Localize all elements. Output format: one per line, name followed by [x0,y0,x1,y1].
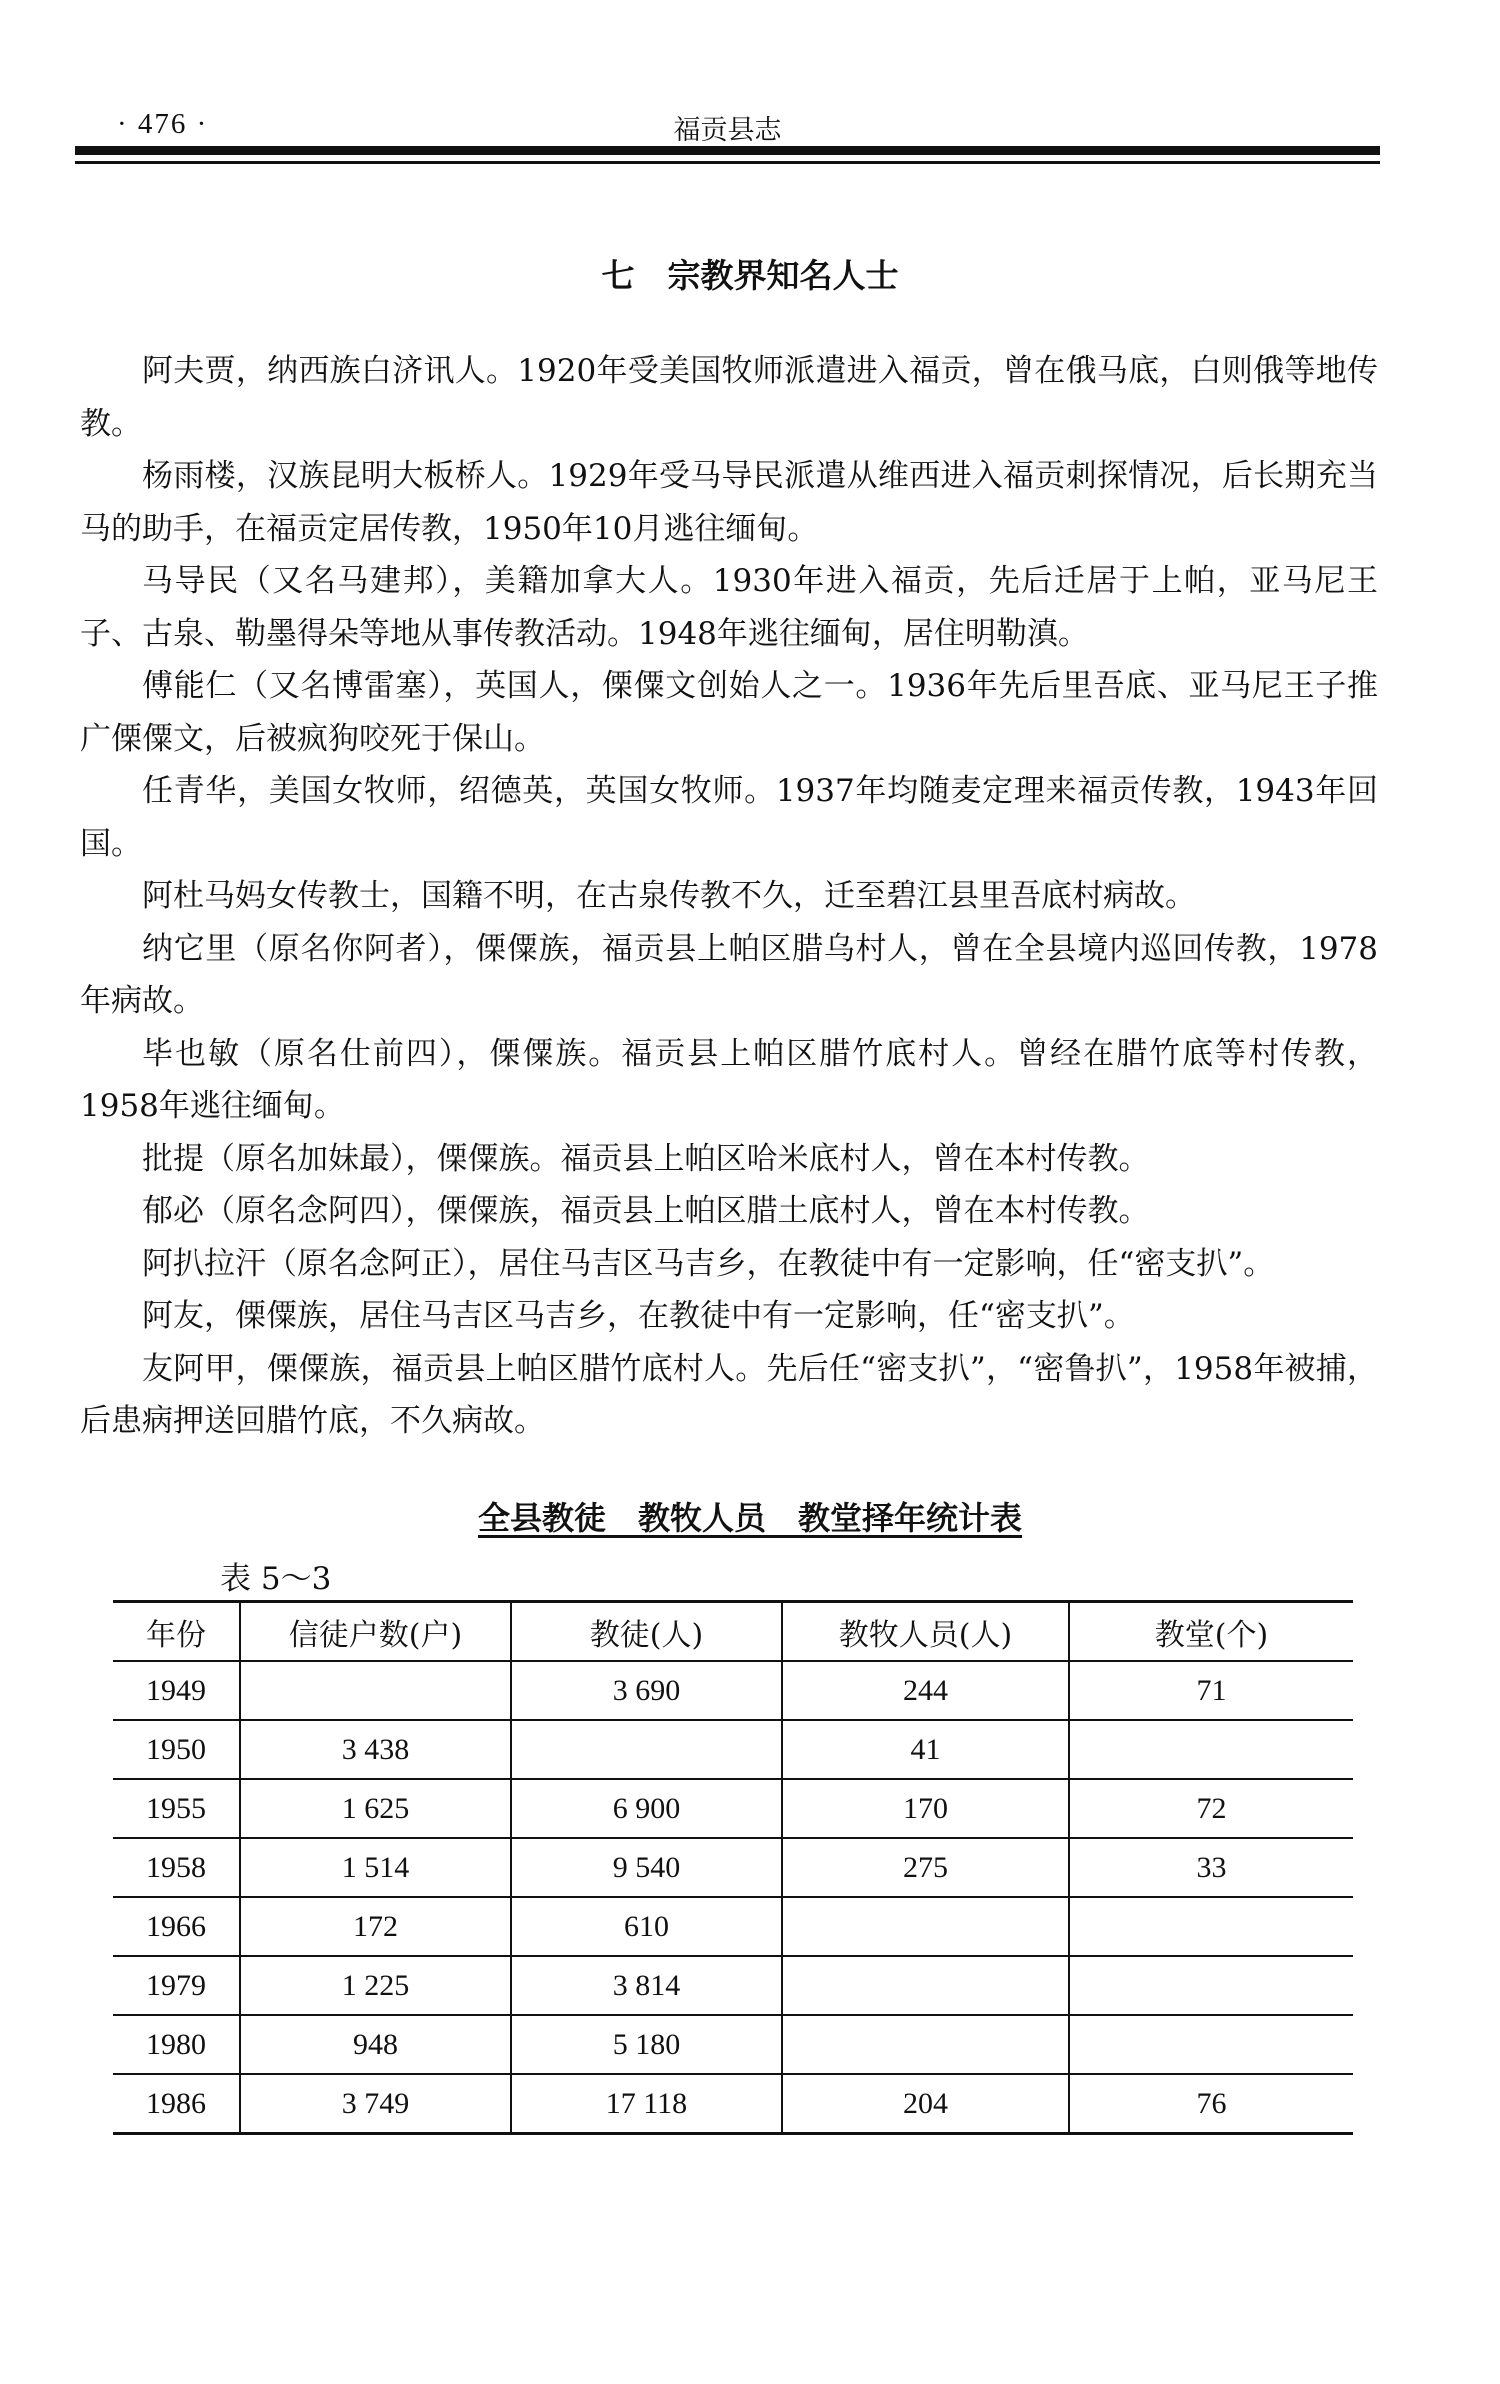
paragraph: 纳它里（原名你阿者），傈僳族，福贡县上帕区腊乌村人，曾在全县境内巡回传教，1978年病故。 [80,930,1378,1019]
cell-churches [1069,1956,1353,2015]
table-id: 表 5～3 [220,1561,332,1597]
table-body [113,1661,1353,2134]
cell-households: 1 225 [240,1956,511,2015]
cell-households [240,1661,511,1720]
table-row [113,1956,1353,2015]
cell-churches [1069,1720,1353,1779]
cell-year: 1955 [146,1791,206,1825]
cell-clergy [782,1897,1069,1956]
cell-believers: 6 900 [511,1779,782,1838]
cell-clergy [782,1956,1069,2015]
cell-clergy: 204 [782,2074,1069,2134]
cell-households: 1 514 [240,1838,511,1897]
paragraph: 批提（原名加妹最），傈僳族。福贡县上帕区哈米底村人，曾在本村传教。 [142,1140,1150,1177]
paragraph: 友阿甲，傈僳族，福贡县上帕区腊竹底村人。先后任“密支扒”，“密鲁扒”，1958年被捕，后患病押送回腊竹底，不久病故。 [80,1350,1378,1439]
statistics-table [113,1600,1353,2135]
paragraph: 马导民（又名马建邦），美籍加拿大人。1930年进入福贡，先后迁居于上帕，亚马尼王子、古泉、勒墨得朵等地从事传教活动。1948年逃往缅甸，居住明勒滇。 [80,563,1378,652]
cell-year: 1980 [146,2027,206,2061]
cell-year: 1950 [146,1732,206,1766]
paragraph: 傅能仁（又名博雷塞），英国人，傈僳文创始人之一。1936年先后里吾底、亚马尼王子推广傈僳文，后被疯狗咬死于保山。 [80,668,1378,757]
table-row [113,1661,1353,1720]
section-title: 七 宗教界知名人士 [601,256,899,295]
column-header-believers: 教徒(人) [511,1602,782,1662]
cell-households: 172 [240,1897,511,1956]
cell-churches: 76 [1069,2074,1353,2134]
header-rule-thin [75,161,1380,164]
cell-households: 3 438 [240,1720,511,1779]
paragraph: 郁必（原名念阿四），傈僳族，福贡县上帕区腊土底村人，曾在本村传教。 [142,1193,1150,1229]
cell-believers: 5 180 [511,2015,782,2074]
cell-believers: 610 [511,1897,782,1956]
cell-households: 948 [240,2015,511,2074]
paragraph: 阿友，傈僳族，居住马吉区马吉乡，在教徒中有一定影响，任“密支扒”。 [142,1298,1135,1334]
cell-churches [1069,2015,1353,2074]
cell-year: 1979 [146,1968,206,2002]
cell-clergy: 170 [782,1779,1069,1838]
column-header-churches: 教堂(个) [1069,1602,1353,1662]
body-text [80,345,1378,1448]
table-row [113,1897,1353,1956]
cell-believers: 3 814 [511,1956,782,2015]
header-rule-thick [75,146,1380,155]
cell-year: 1986 [146,2086,206,2120]
table-row [113,2074,1353,2134]
paragraph: 阿夫贾，纳西族白济讯人。1920年受美国牧师派遣进入福贡，曾在俄马底，白则俄等地传教。 [80,353,1378,442]
cell-believers: 3 690 [511,1661,782,1720]
cell-clergy [782,2015,1069,2074]
table-row [113,1838,1353,1897]
cell-households: 3 749 [240,2074,511,2134]
column-header-households: 信徒户数(户) [240,1602,511,1662]
cell-churches: 33 [1069,1838,1353,1897]
cell-churches [1069,1897,1353,1956]
cell-households: 1 625 [240,1779,511,1838]
paragraph: 阿扒拉汗（原名念阿正），居住马吉区马吉乡，在教徒中有一定影响，任“密支扒”。 [142,1245,1275,1282]
cell-churches: 71 [1069,1661,1353,1720]
column-header-year: 年份 [146,1617,206,1653]
paragraph: 杨雨楼，汉族昆明大板桥人。1929年受马导民派遣从维西进入福贡刺探情况，后长期充当马的助手，在福贡定居传教，1950年10月逃往缅甸。 [80,458,1378,547]
running-head: 福贡县志 [673,115,782,146]
cell-churches: 72 [1069,1779,1353,1838]
column-header-clergy: 教牧人员(人) [782,1602,1069,1662]
table-title-text: 全县教徒 教牧人员 教堂择年统计表 [477,1499,1022,1537]
paragraph: 任青华，美国女牧师，绍德英，英国女牧师。1937年均随麦定理来福贡传教，1943年回国。 [80,773,1378,862]
table-row [113,1779,1353,1838]
cell-clergy: 41 [782,1720,1069,1779]
cell-clergy: 244 [782,1661,1069,1720]
table-header-row [113,1602,1353,1662]
paragraph: 毕也敏（原名仕前四），傈僳族。福贡县上帕区腊竹底村人。曾经在腊竹底等村传教，1958年逃往缅甸。 [80,1035,1378,1124]
cell-year: 1958 [146,1850,206,1884]
paragraph: 阿杜马妈女传教士，国籍不明，在古泉传教不久，迁至碧江县里吾底村病故。 [142,878,1196,914]
cell-year: 1966 [146,1909,206,1943]
table-title [0,1493,1500,1539]
cell-clergy: 275 [782,1838,1069,1897]
table-row [113,1720,1353,1779]
cell-believers: 9 540 [511,1838,782,1897]
cell-believers [511,1720,782,1779]
table-row [113,2015,1353,2074]
cell-year: 1949 [146,1673,206,1707]
page-number: · 476 · [117,108,209,140]
cell-believers: 17 118 [511,2074,782,2134]
